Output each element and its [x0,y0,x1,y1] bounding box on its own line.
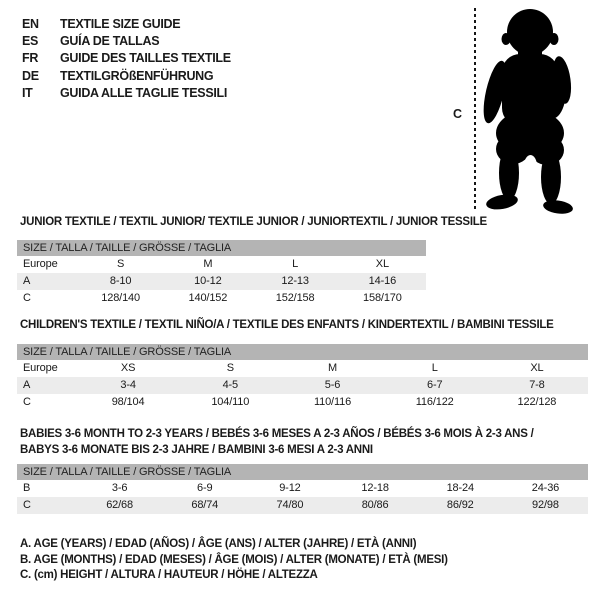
value-cell: 3-4 [120,379,136,391]
value-cell: 24-36 [531,482,560,494]
row-label: C [23,499,31,511]
value-cell: 74/80 [276,499,304,511]
table-row [17,360,588,377]
value-cell: 7-8 [529,379,545,391]
list-item [22,15,231,32]
row-label: C [23,292,31,304]
size-cell: XL [530,362,544,374]
dashed-height-line [474,8,476,210]
size-cell: M [203,258,213,270]
size-cell: M [328,362,338,374]
size-cell: XS [120,362,136,374]
row-label: B [23,482,31,494]
size-header-bar: SIZE / TALLA / TAILLE / GRÖSSE / TAGLIA [17,240,426,256]
value-cell: 104/110 [211,396,250,408]
table-row [17,394,588,411]
value-cell: 152/158 [275,292,315,304]
footnote-b: B. AGE (MONTHS) / EDAD (MESES) / ÂGE (MOIS) / ALTER (MONATE) / ETÀ (MESI) [20,553,448,566]
height-measure-label: C [453,107,462,121]
size-cell: L [292,258,299,270]
size-cell: S [117,258,125,270]
list-item [22,50,231,67]
value-cell: 122/128 [517,396,557,408]
language-code: DE [22,68,39,83]
table-row [17,273,426,290]
value-cell: 10-12 [194,275,222,287]
table-row [17,290,426,307]
guide-title: GUIDA ALLE TAGLIE TESSILI [60,85,228,100]
junior-section-title: JUNIOR TEXTILE / TEXTIL JUNIOR/ TEXTILE JUNIOR / JUNIORTEXTIL / JUNIOR TESSILE [20,216,487,228]
list-item [22,84,231,101]
language-code: ES [22,33,39,48]
guide-title: GUÍA DE TALLAS [60,33,160,48]
value-cell: 4-5 [222,379,239,391]
value-cell: 9-12 [279,482,301,494]
row-label: A [23,379,31,391]
value-cell: 140/152 [188,292,228,304]
value-cell: 12-18 [361,482,389,494]
value-cell: 12-13 [281,275,309,287]
footnote-c: C. (cm) HEIGHT / ALTURA / HAUTEUR / HÖHE / ALTEZZA [20,569,318,581]
row-label: C [23,396,31,408]
list-item [22,32,231,49]
value-cell: 92/98 [532,499,559,511]
value-cell: 110/116 [313,396,352,408]
guide-title: TEXTILGRÖßENFÜHRUNG [60,68,214,83]
size-header-bar: SIZE / TALLA / TAILLE / GRÖSSE / TAGLIA [17,344,588,360]
footnote-list [20,537,448,584]
row-label: Europe [23,258,58,270]
value-cell: 68/74 [191,499,219,511]
table-row [17,497,588,514]
language-code: FR [22,51,39,66]
value-cell: 6-9 [197,482,213,494]
value-cell: 80/86 [361,499,389,511]
babies-size-table [17,464,588,514]
table-row [17,480,588,497]
junior-size-table [17,240,426,307]
children-size-table [17,344,588,411]
value-cell: 6-7 [426,379,443,391]
babies-section-title [20,426,534,458]
language-code: EN [22,16,39,31]
value-cell: 128/140 [101,292,140,304]
language-title-list [22,15,231,101]
value-cell: 158/170 [363,292,402,304]
babies-title-line1: BABIES 3-6 MONTH TO 2-3 YEARS / BEBÉS 3-6 MESES A 2-3 AÑOS / BÉBÉS 3-6 MOIS À 2-3 ANS / [20,428,534,440]
table-row [17,377,588,394]
value-cell: 8-10 [109,275,132,287]
row-label: Europe [23,362,58,374]
size-cell: S [226,362,234,374]
babies-title-line2: BABYS 3-6 MONATE BIS 2-3 JAHRE / BAMBINI 3-6 MESI A 2-3 ANNI [20,444,373,456]
children-section-title: CHILDREN'S TEXTILE / TEXTIL NIÑO/A / TEXTILE DES ENFANTS / KINDERTEXTIL / BAMBINI TESSILE [20,319,554,331]
row-label: A [23,275,31,287]
baby-silhouette [477,6,592,216]
footnote-a: A. AGE (YEARS) / EDAD (AÑOS) / ÂGE (ANS) / ALTER (JAHRE) / ETÀ (ANNI) [20,538,417,550]
size-cell: XL [375,258,389,270]
size-cell: L [431,362,438,374]
value-cell: 3-6 [111,482,128,494]
value-cell: 18-24 [446,482,474,494]
guide-title: TEXTILE SIZE GUIDE [60,16,181,31]
value-cell: 98/104 [111,396,145,408]
size-header-bar: SIZE / TALLA / TAILLE / GRÖSSE / TAGLIA [17,464,588,480]
language-code: IT [22,85,33,100]
list-item [22,67,231,84]
table-row [17,256,426,273]
guide-title: GUIDE DES TAILLES TEXTILE [60,51,231,66]
value-cell: 62/68 [106,499,133,511]
value-cell: 14-16 [368,275,397,287]
value-cell: 86/92 [446,499,474,511]
value-cell: 5-6 [324,379,341,391]
value-cell: 116/122 [415,396,454,408]
